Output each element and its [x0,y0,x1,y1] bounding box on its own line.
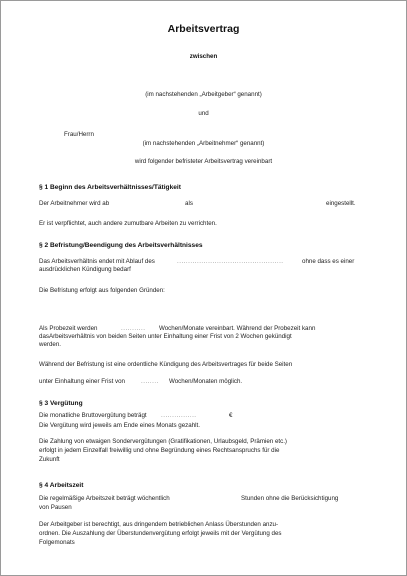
s2-probation-blank: ........... [121,325,146,332]
s3-bonus-line-1: Die Zahlung von etwaigen Sondervergütungen (Gratifikationen, Urlaubsgeld, Prämien etc.) [39,438,287,445]
s2-reasons-text: Die Befristung erfolgt aus folgenden Gründen: [39,287,165,294]
salutation-label: Frau/Herrn [64,131,94,138]
agreement-line: wird folgender befristeter Arbeitsvertrag vereinbart [134,158,273,165]
s2-end-date-blank: ................................................ [177,258,284,265]
s4-overtime-line-3: Folgemonats [39,539,75,546]
s2-termination-line-1: Während der Befristung ist eine ordentliche Kündigung des Arbeitsvertrages für beide Seiten [39,361,293,368]
s3-salary-blank: ................ [161,412,197,419]
s4-hours-text: Die regelmäßige Arbeitszeit beträgt wöchentlich [39,495,170,502]
section-3-heading: § 3 Vergütung [39,400,83,407]
section-4-heading: § 4 Arbeitszeit [39,482,84,489]
and-label: und [198,110,209,117]
s2-end-text-cont: ohne dass es einer [302,258,355,265]
s3-euro-sign: € [229,412,233,419]
s2-probation-line-3: werden. [39,341,62,348]
document-title: Arbeitsvertrag [167,23,240,35]
s3-bonus-line-3: Zukunft [39,456,60,463]
employer-line: (im nachstehenden „Arbeitgeber“ genannt) [145,91,262,98]
s1-as-label: als [185,200,193,207]
s1-duties-text: Er ist verpflichtet, auch andere zumutbare Arbeiten zu verrichten. [39,220,217,227]
s2-probation-text: Als Probezeit werden [39,325,98,332]
section-1-heading: § 1 Beginn des Arbeitsverhältnisses/Tätigkeit [39,184,181,191]
s4-hours-text-tail: von Pausen [39,504,72,511]
s4-overtime-line-2: ordnen. Die Auszahlung der Überstundenvergütung erfolgt jeweils mit der Vergütung des [39,530,282,537]
s2-end-text-tail: ausdrücklichen Kündigung bedarf [39,266,131,273]
s3-salary-text: Die monatliche Bruttovergütung beträgt [39,412,147,419]
s2-termination-line-2: unter Einhaltung einer Frist von [39,378,125,385]
employee-line: (im nachstehenden „Arbeitnehmer“ genannt) [142,140,265,147]
s2-probation-line-2: dasArbeitsverhältnis von beiden Seiten unter Einhaltung einer Frist von 2 Wochen gekündigt [39,333,292,340]
s4-overtime-line-1: Der Arbeitgeber ist berechtigt, aus dringendem betrieblichen Anlass Überstunden anzu- [39,521,279,528]
s2-termination-blank: ........ [141,378,159,385]
s2-probation-text-cont: Wochen/Monate vereinbart. Während der Probezeit kann [159,325,316,332]
section-2-heading: § 2 Befristung/Beendigung des Arbeitsverhältnisses [39,242,203,249]
s1-start-label: Der Arbeitnehmer wird ab [39,200,110,207]
between-label: zwischen [189,53,218,60]
s1-employed-label: eingestellt. [326,200,356,207]
s2-end-text: Das Arbeitsverhältnis endet mit Ablauf des [39,258,155,265]
s2-termination-line-2-cont: Wochen/Monaten möglich. [169,378,243,385]
s3-bonus-line-2: erfolgt in jedem Einzelfall freiwillig und ohne Begründung eines Rechtsanspruchs für die [39,447,280,454]
s3-payment-text: Die Vergütung wird jeweils am Ende eines Monats gezahlt. [39,422,200,429]
s4-hours-text-cont: Stunden ohne die Berücksichtigung [241,495,339,502]
